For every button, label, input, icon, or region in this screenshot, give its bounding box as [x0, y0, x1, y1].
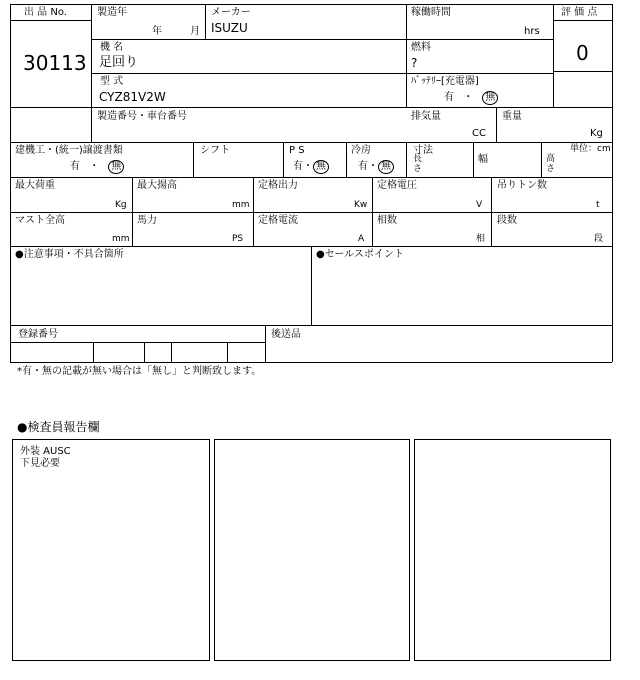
transfer-no-circled: 無: [108, 160, 124, 174]
ac-no-circled: 無: [378, 160, 394, 174]
rated-voltage-label: 定格電圧: [377, 180, 417, 191]
model-value: CYZ81V2W: [99, 90, 166, 104]
year-unit: 年: [152, 26, 162, 37]
battery-label: ﾊﾞｯﾃﾘｰ[充電器]: [411, 76, 479, 87]
battery-choice: [444, 91, 498, 105]
ac-sep: ・: [368, 161, 378, 172]
hours-label: 稼働時間: [411, 7, 451, 18]
serial-label: 製造番号・車台番号: [97, 111, 187, 122]
rated-output-unit: Kw: [354, 200, 368, 210]
rated-current-label: 定格電流: [258, 215, 298, 226]
name-label: 機 名: [100, 42, 124, 53]
report-box-2: [214, 439, 410, 661]
report-box-3: [414, 439, 611, 661]
maker-label: メーカー: [211, 7, 251, 18]
transfer-docs-label: 建機工・(統一)譲渡書類: [15, 145, 123, 156]
item-no-value: 30113: [23, 51, 87, 75]
dimension-label: 寸法: [413, 145, 433, 156]
weight-unit: Kg: [590, 128, 603, 139]
weight-label: 重量: [502, 111, 522, 122]
dimension-unit: 単位：cm: [570, 144, 611, 154]
maker-value: ISUZU: [211, 21, 248, 35]
ps-sep: ・: [303, 161, 313, 172]
ac-yes: 有: [358, 161, 368, 172]
name-value: 足回り: [99, 55, 139, 70]
month-unit: 月: [190, 26, 200, 37]
max-lift-unit: mm: [232, 200, 250, 210]
battery-no-circled: 無: [482, 91, 498, 105]
phase-unit: 相: [476, 234, 486, 244]
length-label: 長 さ: [413, 154, 423, 174]
max-load-label: 最大荷重: [15, 180, 55, 191]
transfer-choice: [70, 160, 124, 174]
displacement-label: 排気量: [411, 111, 441, 122]
hp-unit: PS: [232, 234, 244, 244]
selling-point-label: ●セールスポイント: [316, 249, 404, 260]
item-no-label: 出 品 No.: [24, 7, 67, 18]
max-load-unit: Kg: [115, 200, 127, 210]
width-label: 幅: [478, 154, 488, 165]
hours-unit: hrs: [524, 26, 540, 37]
height-label: 高 さ: [546, 154, 556, 174]
registration-label: 登録番号: [18, 329, 58, 340]
shift-label: シフト: [200, 145, 230, 156]
shipping-label: 後送品: [271, 329, 301, 340]
fuel-value: ?: [411, 56, 418, 70]
footnote: *有・無の記載が無い場合は「無し」と判断致します。: [17, 366, 262, 377]
transfer-yes: 有: [70, 161, 80, 172]
rated-voltage-unit: V: [476, 200, 483, 210]
caution-label: ●注意事項・不具合箇所: [15, 249, 124, 260]
mast-label: マスト全高: [15, 215, 65, 226]
phase-label: 相数: [377, 215, 397, 226]
report-box-1: [12, 439, 210, 661]
rating-label: 評 価 点: [561, 7, 598, 18]
inspector-title: ●検査員報告欄: [17, 420, 100, 434]
ac-label: 冷房: [351, 145, 371, 156]
fuel-label: 燃料: [411, 42, 431, 53]
report-box-1-text: 外装 AUSC 下見必要: [20, 446, 71, 469]
year-label: 製造年: [97, 7, 127, 18]
battery-sep: ・: [463, 92, 474, 103]
transfer-sep: ・: [89, 161, 100, 172]
steps-label: 段数: [497, 215, 517, 226]
mast-unit: mm: [112, 234, 130, 244]
ps-label: P S: [289, 145, 305, 156]
rated-current-unit: A: [358, 234, 365, 244]
ps-choice: [293, 160, 329, 174]
rated-output-label: 定格出力: [258, 180, 298, 191]
max-lift-label: 最大揚高: [137, 180, 177, 191]
hoist-unit: t: [596, 200, 600, 210]
steps-unit: 段: [594, 234, 604, 244]
ps-no-circled: 無: [313, 160, 329, 174]
battery-yes: 有: [444, 92, 454, 103]
rating-value: 0: [576, 41, 589, 65]
ac-choice: [358, 160, 394, 174]
displacement-unit: CC: [472, 128, 486, 139]
model-label: 型 式: [100, 76, 124, 87]
ps-yes: 有: [293, 161, 303, 172]
hp-label: 馬力: [137, 215, 157, 226]
hoist-label: 吊りトン数: [497, 180, 547, 191]
